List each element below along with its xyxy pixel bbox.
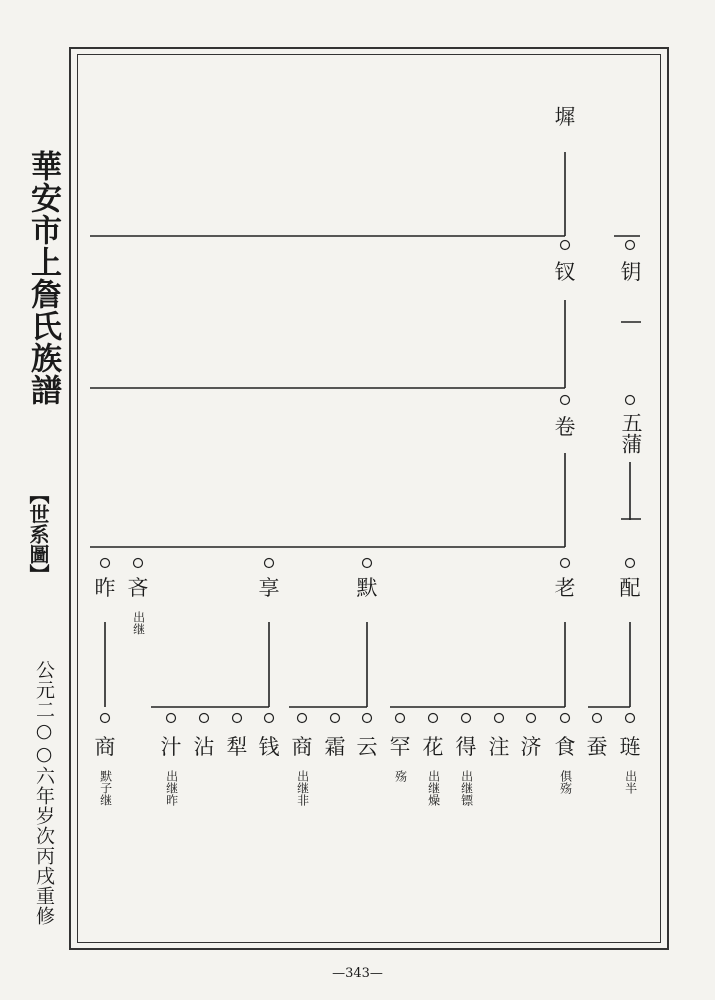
person-gen5-3: 沾 <box>193 735 215 759</box>
note-gen4-2: 出继 <box>131 611 146 635</box>
section-bracket-open: 【 <box>26 484 50 504</box>
genealogy-title: 華安市上詹氏族譜 <box>25 150 61 406</box>
person-gen5-9: 罕 <box>389 735 411 759</box>
person-gen3-1: 卷 <box>554 415 576 439</box>
person-gen4-1: 昨 <box>94 576 116 600</box>
person-gen4-6: 配 <box>619 576 641 600</box>
note-gen5-11: 出继镖 <box>459 770 474 806</box>
person-gen4-2: 吝 <box>127 576 149 600</box>
note-gen5-9: 殇 <box>393 770 408 782</box>
person-gen5-8: 云 <box>356 735 378 759</box>
note-gen5-14: 俱殇 <box>558 770 573 794</box>
person-gen5-14: 食 <box>554 735 576 759</box>
note-gen5-6: 出继非 <box>295 770 310 806</box>
person-gen5-12: 注 <box>488 735 510 759</box>
person-gen3-2: 五蒲 <box>619 412 644 454</box>
person-gen2-1: 钗 <box>554 260 576 284</box>
person-gen2-2: 钥 <box>620 260 642 284</box>
note-gen5-1: 默子继 <box>98 770 113 806</box>
person-gen5-16: 琏 <box>619 735 641 759</box>
person-gen5-4: 犁 <box>226 735 248 759</box>
person-gen5-5: 钱 <box>258 735 280 759</box>
person-gen5-10: 花 <box>422 735 444 759</box>
person-gen5-15: 蚕 <box>586 735 608 759</box>
note-gen5-10: 出继燥 <box>426 770 441 806</box>
section-title: 世系圖 <box>26 504 50 564</box>
person-gen4-3: 享 <box>258 576 280 600</box>
section-bracket-close: 】 <box>26 564 50 584</box>
note-gen5-2: 出继昨 <box>164 770 179 806</box>
person-gen5-13: 济 <box>520 735 542 759</box>
note-gen5-16: 出半 <box>623 770 638 794</box>
person-gen5-1: 商 <box>94 735 116 759</box>
person-gen4-4: 默 <box>356 576 378 600</box>
person-gen5-6: 商 <box>291 735 313 759</box>
person-gen5-7: 霜 <box>324 735 346 759</box>
person-chi: 墀 <box>554 105 576 129</box>
person-gen5-11: 得 <box>455 735 477 759</box>
person-gen5-2: 汁 <box>160 735 182 759</box>
person-gen4-5: 老 <box>554 576 576 600</box>
revision-date: 公元二○○六年岁次丙戌重修 <box>33 660 55 926</box>
page-number: —343— <box>332 966 383 981</box>
